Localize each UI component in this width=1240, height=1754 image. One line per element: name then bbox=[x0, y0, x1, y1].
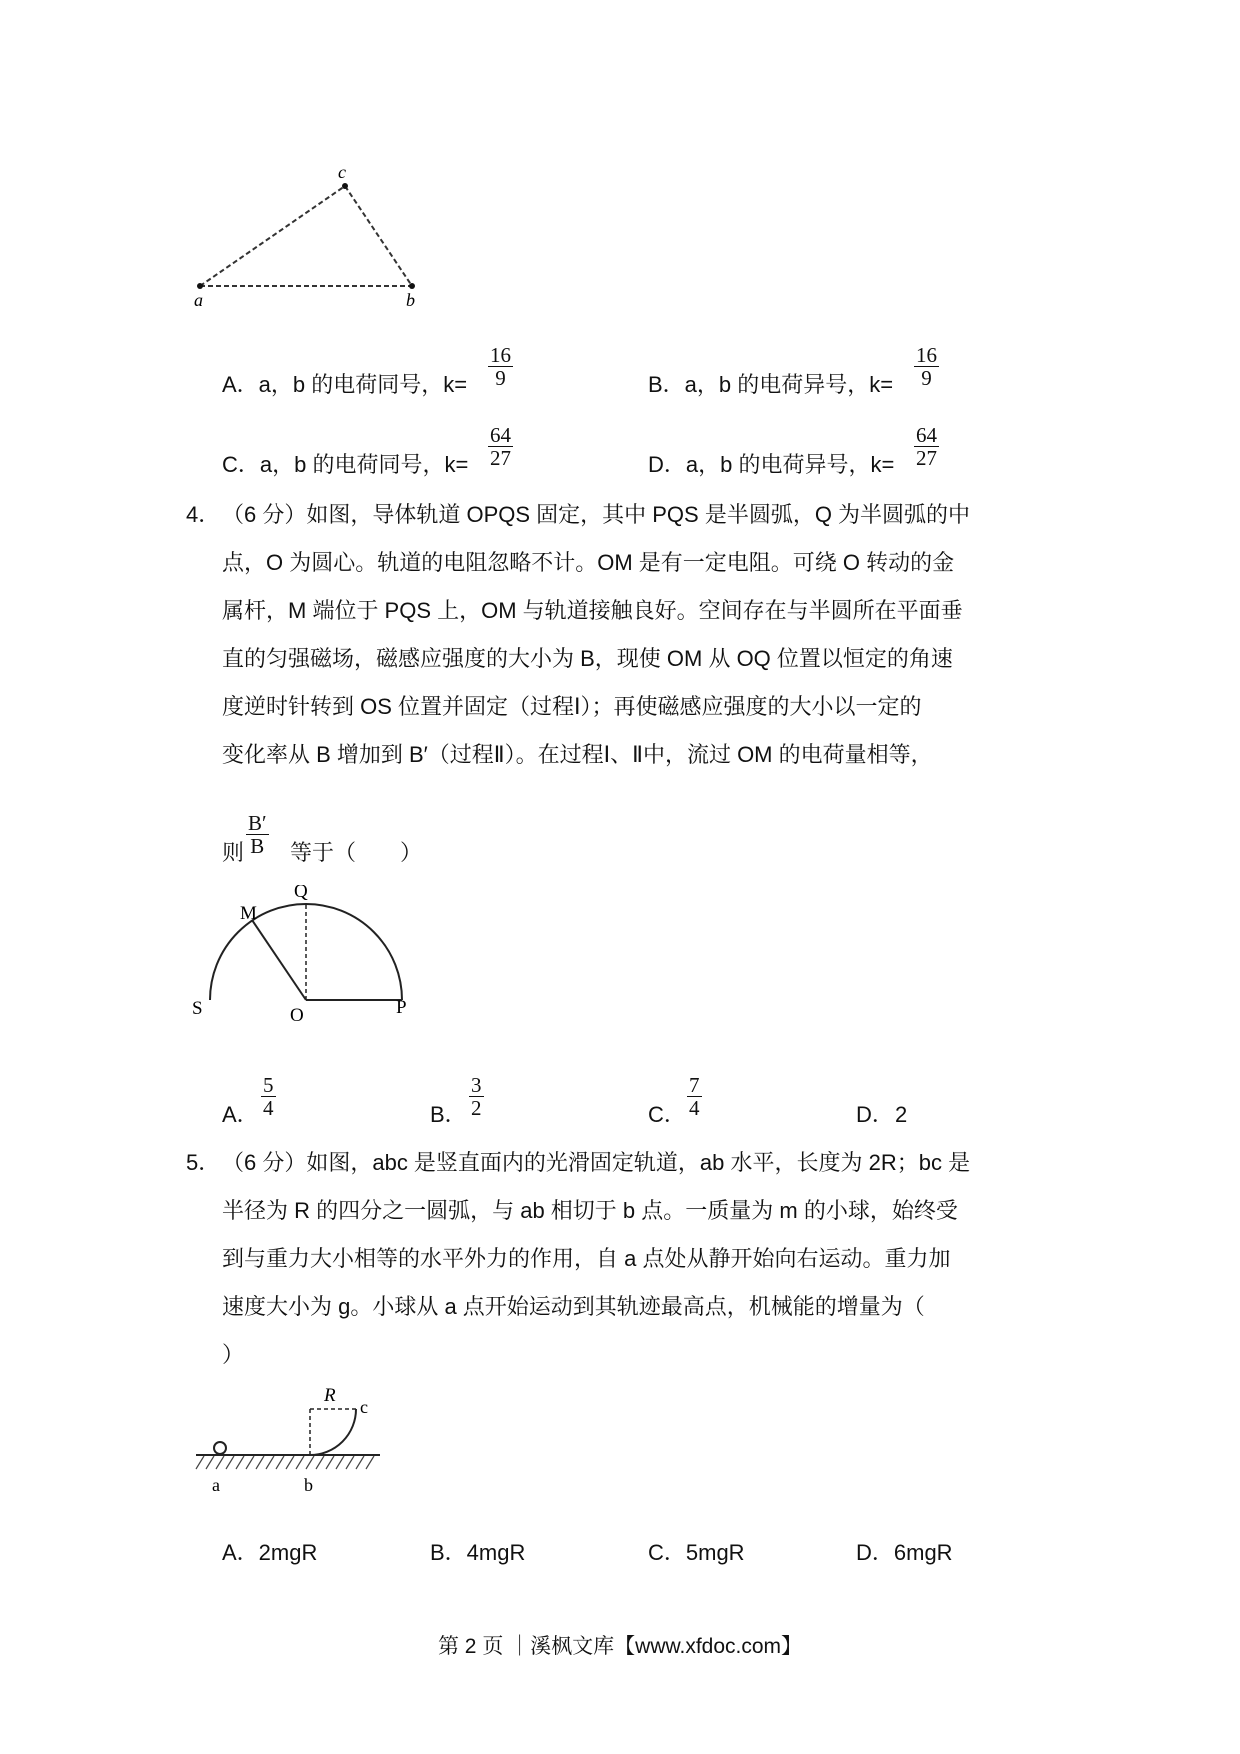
question-text-line: ） bbox=[222, 1342, 245, 1367]
q3-option-b-text: B．a，b 的电荷异号，k= bbox=[648, 372, 894, 397]
fraction-numerator: B′ bbox=[248, 811, 267, 835]
question-text-line: 变化率从 B 增加到 B′（过程Ⅱ）。在过程Ⅰ、Ⅱ中，流过 OM 的电荷量相等， bbox=[222, 742, 933, 767]
q5-option-c: C．5mgR bbox=[648, 1540, 745, 1565]
triangle-abc-diagram bbox=[180, 160, 440, 310]
q3-option-b-fraction bbox=[914, 344, 939, 389]
rod-om bbox=[252, 920, 306, 1000]
fraction-numerator: 64 bbox=[490, 423, 511, 447]
point-b bbox=[409, 283, 415, 289]
q4-option-c-fraction bbox=[687, 1074, 702, 1119]
point-c bbox=[342, 183, 348, 189]
label-M: M bbox=[240, 903, 257, 924]
question-text-line: 点，O 为圆心。轨道的电阻忽略不计。OM 是有一定电阻。可绕 O 转动的金 bbox=[222, 550, 955, 575]
fraction-denominator: 9 bbox=[921, 366, 932, 390]
q3-option-d-fraction bbox=[914, 424, 939, 469]
fraction-numerator: 16 bbox=[490, 343, 511, 367]
small-ball bbox=[214, 1442, 226, 1454]
q4-option-b-letter: B． bbox=[430, 1102, 467, 1127]
q4-option-a-fraction bbox=[261, 1074, 276, 1119]
question-text-line: 直的匀强磁场，磁感应强度的大小为 B，现使 OM 从 OQ 位置以恒定的角速 bbox=[222, 646, 953, 671]
fraction-numerator: 7 bbox=[689, 1073, 700, 1097]
label-a: a bbox=[212, 1475, 220, 1495]
q3-option-c-fraction bbox=[488, 424, 513, 469]
label-P: P bbox=[396, 997, 407, 1018]
label-Q: Q bbox=[294, 885, 308, 902]
question-number: 4． bbox=[186, 502, 221, 527]
question-text-line: 度逆时针转到 OS 位置并固定（过程Ⅰ）；再使磁感应强度的大小以一定的 bbox=[222, 694, 922, 719]
question-text-suffix: 等于（ ） bbox=[290, 840, 423, 865]
fraction-numerator: 16 bbox=[916, 343, 937, 367]
question-text-line: 半径为 R 的四分之一圆弧，与 ab 相切于 b 点。一质量为 m 的小球，始终受 bbox=[222, 1198, 958, 1223]
q4-option-d-letter: D． bbox=[856, 1102, 894, 1127]
question-text-line: 属杆，M 端位于 PQS 上，OM 与轨道接触良好。空间存在与半圆所在平面垂 bbox=[222, 598, 963, 623]
q5-option-b: B．4mgR bbox=[430, 1540, 526, 1565]
fraction-denominator: 4 bbox=[263, 1096, 274, 1120]
question-number: 5． bbox=[186, 1150, 221, 1175]
q3-option-a-text: A．a，b 的电荷同号，k= bbox=[222, 372, 468, 397]
fraction-denominator: 4 bbox=[689, 1096, 700, 1120]
fraction-numerator: 64 bbox=[916, 423, 937, 447]
q5-option-a: A．2mgR bbox=[222, 1540, 318, 1565]
label-b: b bbox=[406, 290, 415, 310]
fraction-denominator: B bbox=[250, 834, 265, 858]
q5-option-d: D．6mgR bbox=[856, 1540, 953, 1565]
b-prime-over-b-fraction bbox=[246, 812, 269, 857]
track-abc-diagram bbox=[190, 1385, 390, 1505]
q4-option-b-fraction bbox=[469, 1074, 484, 1119]
fraction-denominator: 2 bbox=[471, 1096, 482, 1120]
semicircle-track-diagram bbox=[190, 885, 420, 1035]
label-R: R bbox=[324, 1385, 336, 1406]
q4-option-a-letter: A． bbox=[222, 1102, 259, 1127]
question-text-prefix: 则 bbox=[222, 840, 245, 865]
q4-option-d-value: 2 bbox=[895, 1102, 908, 1127]
segment-cb bbox=[345, 186, 412, 286]
fraction-denominator: 27 bbox=[916, 446, 937, 470]
q3-option-a-fraction bbox=[488, 344, 513, 389]
ground-hatching bbox=[196, 1456, 374, 1469]
fraction-denominator: 9 bbox=[495, 366, 506, 390]
label-O: O bbox=[290, 1005, 304, 1026]
q4-option-c-letter: C． bbox=[648, 1102, 686, 1127]
fraction-numerator: 5 bbox=[263, 1073, 274, 1097]
label-a: a bbox=[194, 290, 203, 310]
q3-option-c-text: C．a，b 的电荷同号，k= bbox=[222, 452, 469, 477]
point-a bbox=[197, 283, 203, 289]
fraction-denominator: 27 bbox=[490, 446, 511, 470]
fraction-numerator: 3 bbox=[471, 1073, 482, 1097]
question-text-line: （6 分）如图，abc 是竖直面内的光滑固定轨道，ab 水平，长度为 2R；bc 是 bbox=[222, 1150, 971, 1175]
label-b: b bbox=[304, 1475, 313, 1495]
question-text-line: 速度大小为 g。小球从 a 点开始运动到其轨迹最高点，机械能的增量为（ bbox=[222, 1294, 925, 1319]
page-footer: 第 2 页 ｜溪枫文库【www.xfdoc.com】 bbox=[437, 1635, 803, 1658]
label-c: c bbox=[338, 162, 346, 182]
q3-option-d-text: D．a，b 的电荷异号，k= bbox=[648, 452, 895, 477]
question-text-line: （6 分）如图，导体轨道 OPQS 固定，其中 PQS 是半圆弧，Q 为半圆弧的中 bbox=[222, 502, 971, 527]
arc-bc bbox=[310, 1409, 356, 1455]
label-S: S bbox=[192, 998, 203, 1019]
question-text-line: 到与重力大小相等的水平外力的作用，自 a 点处从静开始向右运动。重力加 bbox=[222, 1246, 951, 1271]
segment-ac bbox=[200, 186, 345, 286]
label-c: c bbox=[360, 1397, 368, 1417]
